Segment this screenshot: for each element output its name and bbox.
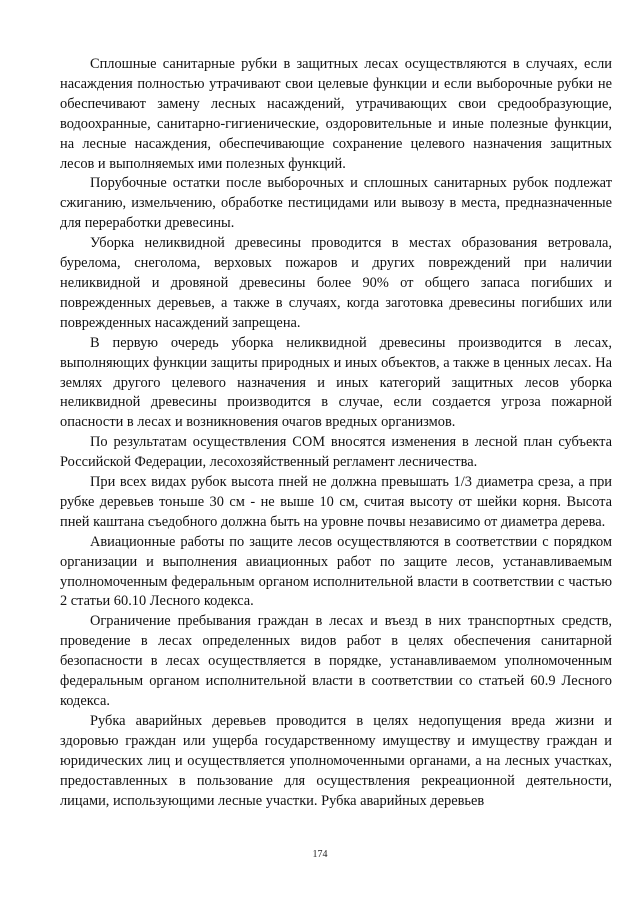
paragraph-last: Рубка аварийных деревьев проводится в целях недопущения вреда жизни и здоровью граждан или ущерба государственному имуществу и имуществу граждан и юридических лиц и осуществляется уполномоченными органами, а на лесных участках, предоставленных в пользование для осуществления рекреационной деятельности, лицами, использующими лесные участки. Рубка аварийных деревьев xyxy=(60,712,612,809)
paragraph: Порубочные остатки после выборочных и сплошных санитарных рубок подлежат сжиганию, измельчению, обработке пестицидами или вывозу в места, предназначенные для переработки древесины. xyxy=(60,175,612,232)
document-body xyxy=(60,55,612,811)
paragraph: Сплошные санитарные рубки в защитных лесах осуществляются в случаях, если насаждения полностью утрачивают свои целевые функции и если выборочные рубки не обеспечивают замену лесных насаждений, утрачивающих свои средообразующие, водоохранные, санитарно-гигиенические, оздоровительные и иные полезные функции, на лесные насаждения, обеспечивающие сохранение целевого назначения защитных лесов и выполняемых ими полезных функций. xyxy=(60,56,612,172)
page-number: 174 xyxy=(312,849,328,860)
paragraph: При всех видах рубок высота пней не должна превышать 1/3 диаметра среза, а при рубке деревьев тоньше 30 см - не выше 10 см, считая высоту от шейки корня. Высота пней каштана съедобного должна быть на уровне почвы независимо от диаметра дерева. xyxy=(60,474,612,530)
paragraph: Авиационные работы по защите лесов осуществляются в соответствии с порядком организации и выполнения авиационных работ по защите лесов, устанавливаемым уполномоченным федеральным органом исполнительной власти в соответствии с частью 2 статьи 60.10 Лесного кодекса. xyxy=(60,533,612,610)
paragraph: Ограничение пребывания граждан в лесах и въезд в них транспортных средств, проведение в лесах определенных видов работ в целях обеспечения санитарной безопасности в лесах осуществляется в порядке, устанавливаемом уполномоченным федеральным органом исполнительной власти в соответствии со статьей 60.9 Лесного кодекса. xyxy=(60,613,612,709)
paragraph: По результатам осуществления СОМ вносятся изменения в лесной план субъекта Российской Федерации, лесохозяйственный регламент лесничества. xyxy=(60,434,612,471)
paragraph: В первую очередь уборка неликвидной древесины производится в лесах, выполняющих функции защиты природных и иных объектов, а также в ценных лесах. На землях другого целевого назначения и иных категорий защитных лесов уборка неликвидной древесины производится в случае, если создается угроза пожарной опасности в лесах и возникновения очагов вредных организмов. xyxy=(60,334,612,431)
paragraph: Уборка неликвидной древесины проводится в местах образования ветровала, бурелома, снеголома, верховых пожаров и других повреждений при наличии неликвидной и дровяной древесины более 90% от общего запаса погибших и поврежденных деревьев, а также в случаях, когда заготовка древесины погибших или поврежденных насаждений запрещена. xyxy=(60,235,612,331)
